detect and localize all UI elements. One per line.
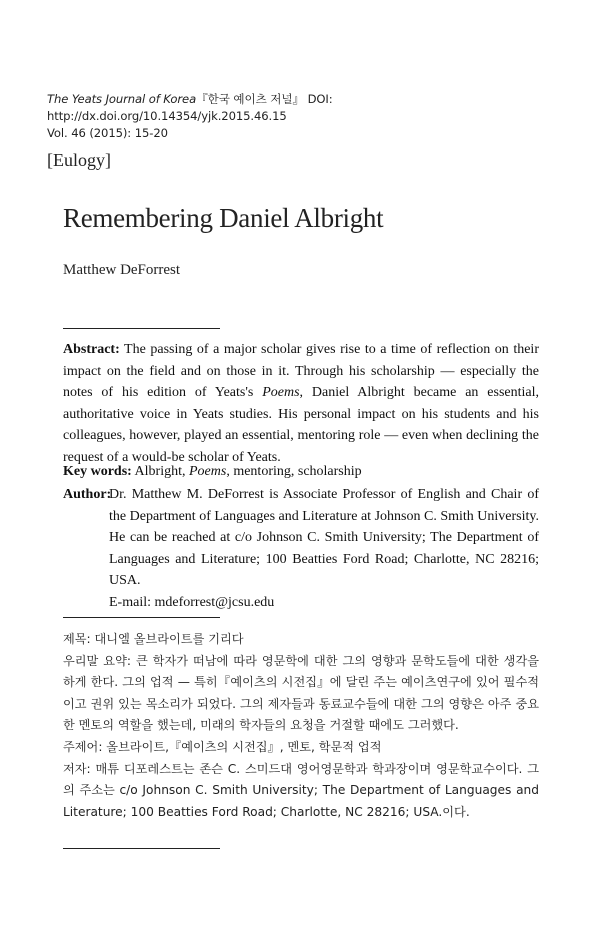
korean-author: 저자: 매튜 디포레스트는 존슨 C. 스미드대 영어영문학과 학과장이며 영문학교수이다. 그의 주소는 c/o Johnson C. Smith University; The Department of Languages and Literature; 100 Beatties Ford Road; Charlotte, NC 28216; USA.이다.: [63, 761, 539, 819]
author-bio: Dr. Matthew M. DeForrest is Associate Professor of English and Chair of the Department of Languages and Literature at Johnson C. Smith University. He can be reached at c/o Johnson C. Smith University; The Department of Languages and Literature; 100 Beatties Ford Road; Charlotte, NC 28216; USA.: [109, 487, 539, 589]
keywords-text-end: , mentoring, scholarship: [226, 464, 362, 479]
author-body: [109, 484, 539, 614]
section-label: [Eulogy]: [47, 150, 111, 170]
article-title: Remembering Daniel Albright: [63, 203, 384, 233]
author-label: Author:: [63, 487, 112, 502]
korean-title: 제목: 대니엘 올브라이트를 기리다: [63, 632, 244, 646]
abstract: [63, 339, 539, 469]
divider: [63, 617, 220, 618]
doi-link[interactable]: DOI: http://dx.doi.org/10.14354/yjk.2015.46.15: [47, 92, 333, 123]
keywords-italic: Poems: [189, 464, 227, 479]
abstract-label: Abstract:: [63, 342, 120, 357]
korean-keywords: 주제어: 올브라이트,『예이츠의 시전집』, 멘토, 학문적 업적: [63, 739, 382, 754]
divider: [63, 328, 220, 329]
author-info: [63, 484, 539, 614]
keywords: [63, 461, 539, 483]
divider: [63, 848, 220, 849]
journal-name-korean: 『한국 예이츠 저널』: [196, 92, 304, 106]
author-email[interactable]: E-mail: mdeforrest@jcsu.edu: [109, 594, 275, 610]
abstract-text-end: , Daniel Albright became an essential, authoritative voice in Yeats studies. His personal impact on his students and his colleagues, however, played an essential, mentoring role — even when declining the request of a would-be scholar of Yeats.: [63, 385, 539, 465]
author-name: Matthew DeForrest: [63, 262, 181, 278]
journal-name: The Yeats Journal of Korea: [47, 92, 197, 106]
korean-summary: [63, 629, 539, 823]
volume-info: Vol. 46 (2015): 15-20: [47, 126, 168, 140]
keywords-label: Key words:: [63, 464, 132, 479]
running-header: [47, 91, 567, 142]
korean-abstract: 우리말 요약: 큰 학자가 떠남에 따라 영문학에 대한 그의 영향과 문학도들에 대한 생각을 하게 한다. 그의 업적 — 특히『예이츠의 시전집』에 달린 주는 예이츠연구에 있어 필수적이고 권위 있는 목소리가 되었다. 그의 제자들과 동료교수들에 대한 그의 영향은 아주 중요한 멘토의 역할을 했는데, 미래의 학자들의 요청을 거절할 때에도 그러했다.: [63, 653, 539, 733]
abstract-text: The passing of a major scholar gives rise to a time of reflection on their impact on the field and on those in it. Through his scholarship — especially the notes of his edition of Yeats's: [63, 342, 539, 401]
abstract-italic: Poems: [262, 385, 300, 401]
keywords-text: Albright,: [131, 464, 189, 479]
citation-line: [47, 91, 567, 125]
